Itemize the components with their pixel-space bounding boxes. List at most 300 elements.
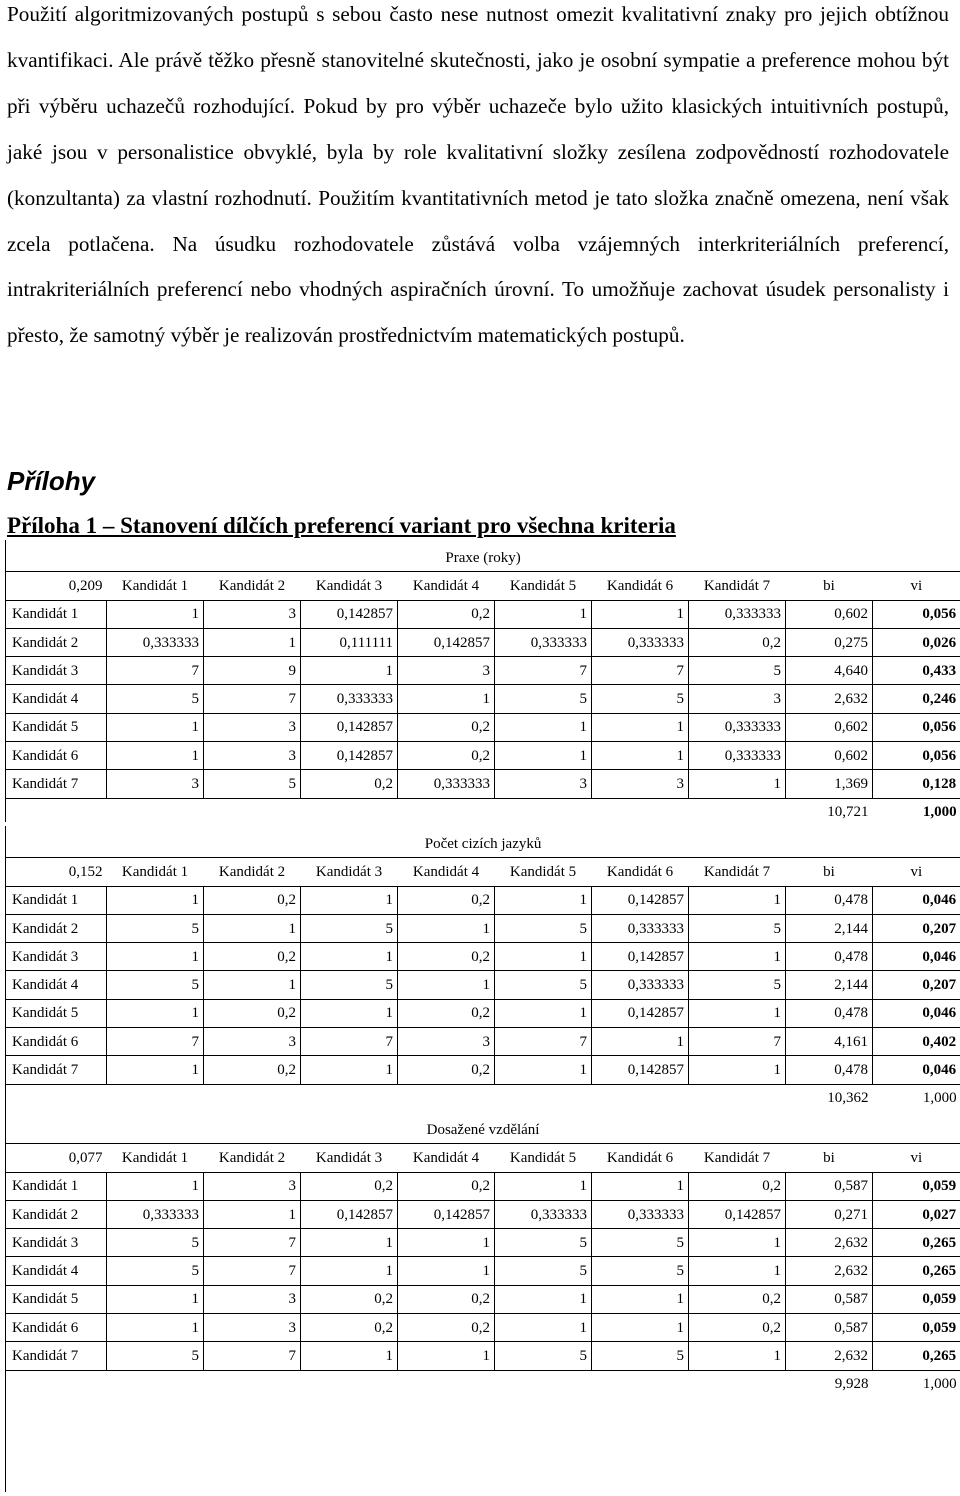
table-cell: 1	[495, 600, 592, 628]
table-cell: 5	[107, 914, 204, 942]
table-cell: 0,246	[873, 685, 960, 713]
table-cell: 0,2	[204, 943, 301, 971]
table-cell: 0,333333	[592, 914, 689, 942]
row-label: Kandidát 3	[6, 1229, 107, 1257]
column-header: Kandidát 7	[689, 1144, 786, 1172]
table-cell: 1	[107, 742, 204, 770]
empty-cell	[204, 1370, 301, 1398]
table-cell: 1	[495, 1285, 592, 1313]
table-row	[6, 657, 960, 685]
table-cell: 0,433	[873, 657, 960, 685]
table-cell: 5	[495, 1229, 592, 1257]
empty-cell	[6, 798, 107, 826]
table-cell: 5	[107, 1229, 204, 1257]
table-cell: 0,2	[204, 886, 301, 914]
empty-cell	[107, 798, 204, 826]
table-cell: 0,056	[873, 742, 960, 770]
table-cell: 0,333333	[495, 628, 592, 656]
table-cell: 0,059	[873, 1172, 960, 1200]
table-sum-row	[6, 1370, 960, 1398]
table-cell: 1	[398, 1229, 495, 1257]
table-cell: 0,046	[873, 943, 960, 971]
empty-cell	[204, 1084, 301, 1112]
table-cell: 1	[204, 1200, 301, 1228]
table-cell: 2,632	[786, 1229, 873, 1257]
table-cell: 1	[301, 657, 398, 685]
table-row	[6, 628, 960, 656]
table-cell: 0,402	[873, 1028, 960, 1056]
table-cell: 0,142857	[592, 1056, 689, 1084]
table-cell: 1	[107, 600, 204, 628]
column-header: Kandidát 7	[689, 858, 786, 886]
table-row	[6, 600, 960, 628]
table-row	[6, 1172, 960, 1200]
table-cell: 2,144	[786, 914, 873, 942]
table-cell: 1	[495, 742, 592, 770]
table-cell: 0,142857	[301, 1200, 398, 1228]
column-header: bi	[786, 572, 873, 600]
table-cell: 0,2	[301, 1172, 398, 1200]
row-label: Kandidát 1	[6, 1172, 107, 1200]
table-cell: 0,2	[204, 1056, 301, 1084]
empty-cell	[592, 798, 689, 826]
column-header: vi	[873, 572, 960, 600]
column-header: Kandidát 6	[592, 1144, 689, 1172]
table-cell: 5	[495, 685, 592, 713]
empty-cell	[495, 798, 592, 826]
table-row	[6, 1056, 960, 1084]
column-header: Kandidát 7	[689, 572, 786, 600]
table-header-row	[6, 1144, 960, 1172]
table-cell: 5	[495, 971, 592, 999]
table-row	[6, 1200, 960, 1228]
table-cell: 1	[495, 713, 592, 741]
table-cell: 1	[107, 1172, 204, 1200]
column-header: vi	[873, 858, 960, 886]
table-cell: 0,2	[398, 1172, 495, 1200]
table-cell: 4,640	[786, 657, 873, 685]
table-cell: 1	[689, 999, 786, 1027]
table-cell: 0,2	[301, 770, 398, 798]
row-label: Kandidát 5	[6, 999, 107, 1027]
table-cell: 0,027	[873, 1200, 960, 1228]
table-cell: 0,142857	[592, 943, 689, 971]
row-label: Kandidát 5	[6, 713, 107, 741]
table-header-row	[6, 572, 960, 600]
column-header: Kandidát 5	[495, 1144, 592, 1172]
table-row	[6, 742, 960, 770]
table-cell: 0,265	[873, 1229, 960, 1257]
row-label: Kandidát 4	[6, 685, 107, 713]
table-cell: 7	[204, 1342, 301, 1370]
table-cell: 7	[495, 1028, 592, 1056]
table-cell: 0,059	[873, 1314, 960, 1342]
table-cell: 1	[107, 713, 204, 741]
table-cell: 3	[592, 770, 689, 798]
table-row	[6, 1229, 960, 1257]
empty-cell	[398, 1370, 495, 1398]
sum-bi: 9,928	[834, 1376, 869, 1393]
table-cell: 1	[107, 1056, 204, 1084]
table-cell: 0,056	[873, 600, 960, 628]
row-label: Kandidát 7	[6, 1342, 107, 1370]
column-header: Kandidát 4	[398, 1144, 495, 1172]
table-cell: 1	[107, 1314, 204, 1342]
table-cell: 0,142857	[592, 999, 689, 1027]
criterion-weight: 0,152	[6, 858, 107, 886]
table-cell: 0,142857	[592, 886, 689, 914]
table-cell: 1	[495, 1056, 592, 1084]
column-header: Kandidát 2	[204, 572, 301, 600]
table-cell: 1	[689, 1229, 786, 1257]
table-cell: 0,046	[873, 886, 960, 914]
table-header-row	[6, 858, 960, 886]
empty-cell	[689, 1084, 786, 1112]
table-cell: 0,333333	[107, 628, 204, 656]
row-label: Kandidát 2	[6, 628, 107, 656]
empty-cell	[6, 1370, 107, 1398]
column-header: Kandidát 3	[301, 858, 398, 886]
table-cell: 5	[495, 1257, 592, 1285]
table-cell: 3	[689, 685, 786, 713]
empty-cell	[398, 798, 495, 826]
table-cell: 0,2	[398, 886, 495, 914]
empty-cell	[495, 1084, 592, 1112]
appendix-heading: Příloha 1 – Stanovení dílčích preferencí variant pro všechna kriteria	[7, 513, 676, 538]
row-label: Kandidát 4	[6, 971, 107, 999]
table-cell: 3	[204, 600, 301, 628]
table-cell: 0,602	[786, 600, 873, 628]
table-cell: 5	[592, 685, 689, 713]
table-cell: 0,2	[398, 1056, 495, 1084]
body-paragraph: Použití algoritmizovaných postupů s sebou často nese nutnost omezit kvalitativní znaky pro jejich obtížnou kvantifikaci. Ale právě těžko přesně stanovitelné skutečnosti, jako je osobní sympatie a preference mohou být při výběru uchazečů rozhodující. Pokud by pro výběr uchazeče bylo užito klasických intuitivních postupů, jaké jsou v personalistice obvyklé, byla by role kvalitativní složky zesílena zodpovědností rozhodovatele (konzultanta) za vlastní rozhodnutí. Použitím kvantitativních metod je tato složka značně omezena, není však zcela potlačena. Na úsudku rozhodovatele zůstává volba vzájemných interkriteriálních preferencí, intrakriteriálních preferencí nebo vhodných aspiračních úrovní. To umožňuje zachovat úsudek personalisty i přesto, že samotný výběr je realizován prostřednictvím matematických postupů.	[7, 2, 949, 348]
criterion-table-block	[0, 826, 960, 1112]
table-cell: 0,333333	[689, 713, 786, 741]
table-cell: 0,2	[689, 1285, 786, 1313]
empty-cell	[689, 798, 786, 826]
table-cell: 3	[204, 742, 301, 770]
column-header: Kandidát 1	[107, 1144, 204, 1172]
criterion-weight: 0,209	[6, 572, 107, 600]
table-cell: 0,275	[786, 628, 873, 656]
table-cell: 1	[592, 742, 689, 770]
criterion-table-block	[0, 1112, 960, 1492]
table-cell: 0,207	[873, 914, 960, 942]
table-cell: 0,2	[398, 999, 495, 1027]
table-cell: 1	[204, 914, 301, 942]
table-cell: 1	[301, 943, 398, 971]
table-cell: 5	[107, 1342, 204, 1370]
table-cell: 1	[592, 1314, 689, 1342]
table-cell: 0,265	[873, 1342, 960, 1370]
table-cell: 0,271	[786, 1200, 873, 1228]
table-cell: 0,026	[873, 628, 960, 656]
column-header: Kandidát 4	[398, 858, 495, 886]
table-cell: 9	[204, 657, 301, 685]
sum-vi: 1,000	[922, 1090, 957, 1107]
table-cell: 1	[689, 1056, 786, 1084]
table-cell: 5	[301, 971, 398, 999]
preference-table	[5, 544, 960, 826]
table-cell: 0,478	[786, 1056, 873, 1084]
table-cell: 0,111111	[301, 628, 398, 656]
table-cell: 0,265	[873, 1257, 960, 1285]
table-cell: 1	[689, 1342, 786, 1370]
row-label: Kandidát 4	[6, 1257, 107, 1285]
table-cell: 0,587	[786, 1314, 873, 1342]
column-header: bi	[786, 1144, 873, 1172]
table-cell: 1	[107, 886, 204, 914]
table-cell: 7	[592, 657, 689, 685]
table-cell: 1	[689, 1257, 786, 1285]
empty-cell	[592, 1084, 689, 1112]
table-cell: 5	[204, 770, 301, 798]
table-cell: 1	[592, 1028, 689, 1056]
row-label: Kandidát 7	[6, 770, 107, 798]
table-cell: 0,046	[873, 999, 960, 1027]
row-label: Kandidát 1	[6, 886, 107, 914]
table-cell: 0,333333	[107, 1200, 204, 1228]
table-cell: 7	[301, 1028, 398, 1056]
table-cell: 1	[107, 1285, 204, 1313]
table-cell: 0,142857	[301, 600, 398, 628]
table-cell: 1	[301, 999, 398, 1027]
table-cell: 5	[592, 1229, 689, 1257]
table-cell: 5	[592, 1342, 689, 1370]
table-cell: 0,142857	[301, 713, 398, 741]
table-cell: 0,333333	[592, 1200, 689, 1228]
preference-table	[5, 830, 960, 1112]
table-row	[6, 1285, 960, 1313]
table-cell: 0,333333	[495, 1200, 592, 1228]
table-cell: 5	[495, 1342, 592, 1370]
empty-cell	[495, 1370, 592, 1398]
table-cell: 0,2	[398, 600, 495, 628]
table-cell: 1	[689, 943, 786, 971]
table-cell: 2,144	[786, 971, 873, 999]
table-row	[6, 943, 960, 971]
table-cell: 0,2	[398, 713, 495, 741]
table-cell: 1	[495, 1172, 592, 1200]
table-cell: 1	[398, 1342, 495, 1370]
table-cell: 1,369	[786, 770, 873, 798]
column-header: bi	[786, 858, 873, 886]
empty-cell	[204, 798, 301, 826]
table-cell: 3	[204, 1285, 301, 1313]
table-cell: 5	[495, 914, 592, 942]
table-cell: 3	[204, 713, 301, 741]
table-row	[6, 914, 960, 942]
table-cell: 0,333333	[398, 770, 495, 798]
sum-vi: 1,000	[922, 1376, 957, 1393]
table-cell: 7	[107, 657, 204, 685]
table-cell: 1	[592, 713, 689, 741]
table-cell: 0,2	[301, 1285, 398, 1313]
column-header: Kandidát 6	[592, 572, 689, 600]
row-label: Kandidát 1	[6, 600, 107, 628]
table-cell: 0,478	[786, 943, 873, 971]
empty-cell	[107, 1084, 204, 1112]
table-cell: 3	[107, 770, 204, 798]
empty-cell	[6, 1084, 107, 1112]
empty-cell	[301, 798, 398, 826]
table-cell: 0,2	[689, 1172, 786, 1200]
table-cell: 0,602	[786, 742, 873, 770]
table-row	[6, 886, 960, 914]
table-cell: 1	[301, 1342, 398, 1370]
table-cell: 1	[398, 685, 495, 713]
table-cell: 1	[495, 1314, 592, 1342]
empty-cell	[301, 1084, 398, 1112]
table-cell: 0,128	[873, 770, 960, 798]
column-header: Kandidát 1	[107, 572, 204, 600]
table-cell: 1	[592, 1285, 689, 1313]
row-label: Kandidát 6	[6, 742, 107, 770]
table-cell: 0,478	[786, 886, 873, 914]
table-cell: 0,333333	[689, 600, 786, 628]
row-label: Kandidát 5	[6, 1285, 107, 1313]
table-cell: 1	[495, 943, 592, 971]
row-label: Kandidát 3	[6, 657, 107, 685]
table-cell: 5	[107, 1257, 204, 1285]
table-cell: 5	[592, 1257, 689, 1285]
row-label: Kandidát 6	[6, 1314, 107, 1342]
table-row	[6, 1257, 960, 1285]
table-cell: 0,2	[398, 742, 495, 770]
table-cell: 1	[495, 886, 592, 914]
table-cell: 1	[301, 886, 398, 914]
table-cell: 0,142857	[301, 742, 398, 770]
table-title: Počet cizích jazyků	[424, 835, 542, 852]
empty-cell	[689, 1370, 786, 1398]
table-cell: 0,056	[873, 713, 960, 741]
table-cell: 0,142857	[689, 1200, 786, 1228]
table-cell: 2,632	[786, 685, 873, 713]
table-cell: 3	[398, 1028, 495, 1056]
table-cell: 5	[107, 685, 204, 713]
criterion-table-block	[0, 540, 960, 822]
table-cell: 1	[398, 914, 495, 942]
section-heading: Přílohy	[7, 466, 96, 496]
table-cell: 3	[398, 657, 495, 685]
column-header: Kandidát 3	[301, 1144, 398, 1172]
table-row	[6, 999, 960, 1027]
sum-bi: 10,362	[827, 1090, 869, 1107]
table-cell: 3	[495, 770, 592, 798]
table-cell: 3	[204, 1028, 301, 1056]
table-cell: 1	[204, 971, 301, 999]
criterion-weight: 0,077	[6, 1144, 107, 1172]
table-cell: 0,2	[398, 943, 495, 971]
table-cell: 5	[107, 971, 204, 999]
table-cell: 1	[592, 600, 689, 628]
table-cell: 0,2	[398, 1285, 495, 1313]
sum-bi: 10,721	[827, 804, 869, 821]
empty-cell	[301, 1370, 398, 1398]
table-cell: 1	[398, 1257, 495, 1285]
table-cell: 1	[592, 1172, 689, 1200]
table-cell: 7	[204, 685, 301, 713]
empty-cell	[592, 1370, 689, 1398]
column-header: vi	[873, 1144, 960, 1172]
table-cell: 2,632	[786, 1257, 873, 1285]
table-title: Dosažené vzdělání	[426, 1121, 540, 1138]
preference-table	[5, 1116, 960, 1398]
table-cell: 0,602	[786, 713, 873, 741]
table-cell: 5	[689, 914, 786, 942]
table-cell: 1	[107, 999, 204, 1027]
table-title: Praxe (roky)	[445, 549, 521, 566]
table-cell: 4,161	[786, 1028, 873, 1056]
table-cell: 1	[398, 971, 495, 999]
table-cell: 1	[301, 1257, 398, 1285]
column-header: Kandidát 3	[301, 572, 398, 600]
table-cell: 7	[107, 1028, 204, 1056]
table-cell: 0,333333	[592, 971, 689, 999]
column-header: Kandidát 2	[204, 858, 301, 886]
table-title-row	[6, 544, 960, 572]
table-cell: 0,2	[689, 628, 786, 656]
table-cell: 0,587	[786, 1172, 873, 1200]
table-cell: 1	[204, 628, 301, 656]
table-cell: 5	[689, 657, 786, 685]
table-cell: 7	[204, 1257, 301, 1285]
table-cell: 0,2	[204, 999, 301, 1027]
sum-vi: 1,000	[922, 804, 957, 821]
column-header: Kandidát 5	[495, 858, 592, 886]
table-cell: 0,142857	[398, 1200, 495, 1228]
table-row	[6, 1342, 960, 1370]
table-cell: 0,333333	[689, 742, 786, 770]
table-cell: 0,207	[873, 971, 960, 999]
column-header: Kandidát 5	[495, 572, 592, 600]
table-title-row	[6, 1116, 960, 1144]
table-cell: 7	[495, 657, 592, 685]
table-row	[6, 713, 960, 741]
table-cell: 2,632	[786, 1342, 873, 1370]
table-cell: 3	[204, 1172, 301, 1200]
table-row	[6, 770, 960, 798]
table-sum-row	[6, 1084, 960, 1112]
table-cell: 0,142857	[398, 628, 495, 656]
row-label: Kandidát 7	[6, 1056, 107, 1084]
table-cell: 0,333333	[301, 685, 398, 713]
table-cell: 7	[689, 1028, 786, 1056]
table-cell: 5	[301, 914, 398, 942]
table-sum-row	[6, 798, 960, 826]
table-cell: 1	[301, 1056, 398, 1084]
table-cell: 0,478	[786, 999, 873, 1027]
table-cell: 1	[689, 886, 786, 914]
table-cell: 7	[204, 1229, 301, 1257]
column-header: Kandidát 6	[592, 858, 689, 886]
table-title-row	[6, 830, 960, 858]
empty-cell	[398, 1084, 495, 1112]
table-cell: 1	[689, 770, 786, 798]
table-cell: 3	[204, 1314, 301, 1342]
table-cell: 0,2	[689, 1314, 786, 1342]
column-header: Kandidát 1	[107, 858, 204, 886]
table-cell: 1	[301, 1229, 398, 1257]
table-cell: 0,587	[786, 1285, 873, 1313]
table-cell: 0,333333	[592, 628, 689, 656]
table-row	[6, 971, 960, 999]
table-cell: 0,046	[873, 1056, 960, 1084]
table-cell: 0,2	[301, 1314, 398, 1342]
row-label: Kandidát 2	[6, 914, 107, 942]
row-label: Kandidát 6	[6, 1028, 107, 1056]
table-cell: 1	[107, 943, 204, 971]
